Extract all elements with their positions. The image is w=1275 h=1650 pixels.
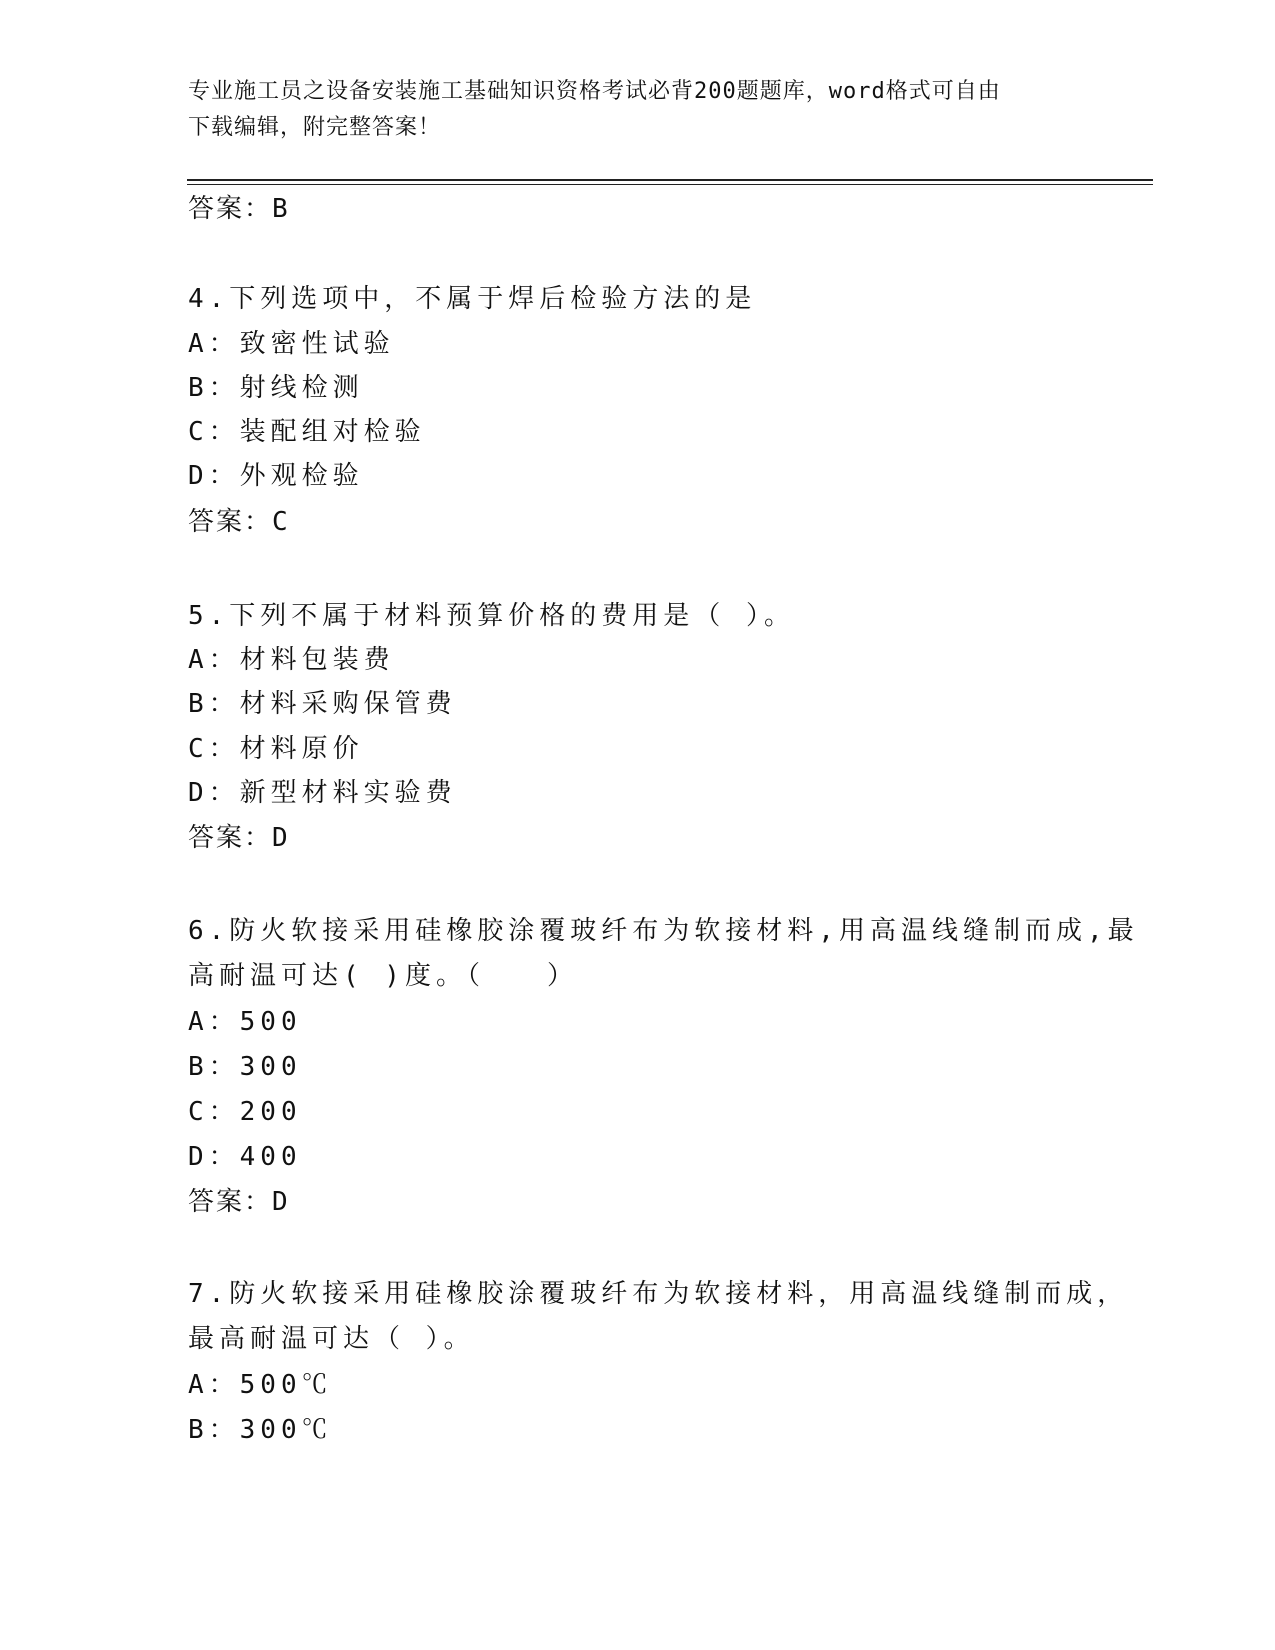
question-7-line-1: 7.防火软接采用硅橡胶涂覆玻纤布为软接材料，用高温线缝制而成，	[188, 1279, 1129, 1309]
question-6-line-1: 6.防火软接采用硅橡胶涂覆玻纤布为软接材料,用高温线缝制而成,最	[188, 916, 1139, 946]
question-5-option-d: D：新型材料实验费	[188, 778, 457, 808]
header-line-1: 专业施工员之设备安装施工基础知识资格考试必背200题题库，word格式可自由	[188, 79, 1001, 104]
question-5-option-a: A：材料包装费	[188, 645, 395, 675]
question-5: 5.下列不属于材料预算价格的费用是（ ）。	[188, 601, 795, 631]
question-4-option-b: B：射线检测	[188, 373, 364, 403]
question-6-option-d: D：400	[188, 1142, 302, 1172]
question-5-option-b: B：材料采购保管费	[188, 689, 457, 719]
answer-5: 答案：D	[188, 823, 290, 853]
question-6-option-c: C：200	[188, 1097, 302, 1127]
answer-3: 答案：B	[188, 194, 290, 224]
question-6-line-2: 高耐温可达( )度。（ ）	[188, 961, 578, 991]
question-4-option-c: C：装配组对检验	[188, 417, 426, 447]
question-7-line-2: 最高耐温可达（ ）。	[188, 1324, 475, 1354]
question-5-option-c: C：材料原价	[188, 734, 364, 764]
header-divider-thin	[187, 184, 1153, 185]
document-header	[188, 74, 1088, 146]
question-6-option-b: B：300	[188, 1052, 302, 1082]
answer-4: 答案：C	[188, 507, 290, 537]
header-line-2: 下载编辑，附完整答案！	[188, 115, 442, 140]
answer-6: 答案：D	[188, 1187, 290, 1217]
question-7-option-b: B：300℃	[188, 1415, 333, 1445]
question-4-option-a: A：致密性试验	[188, 329, 395, 359]
header-divider-thick	[187, 179, 1153, 181]
question-4-option-d: D：外观检验	[188, 461, 364, 491]
question-6-option-a: A：500	[188, 1007, 302, 1037]
question-7-option-a: A：500℃	[188, 1370, 333, 1400]
question-4: 4.下列选项中，不属于焊后检验方法的是	[188, 284, 757, 314]
